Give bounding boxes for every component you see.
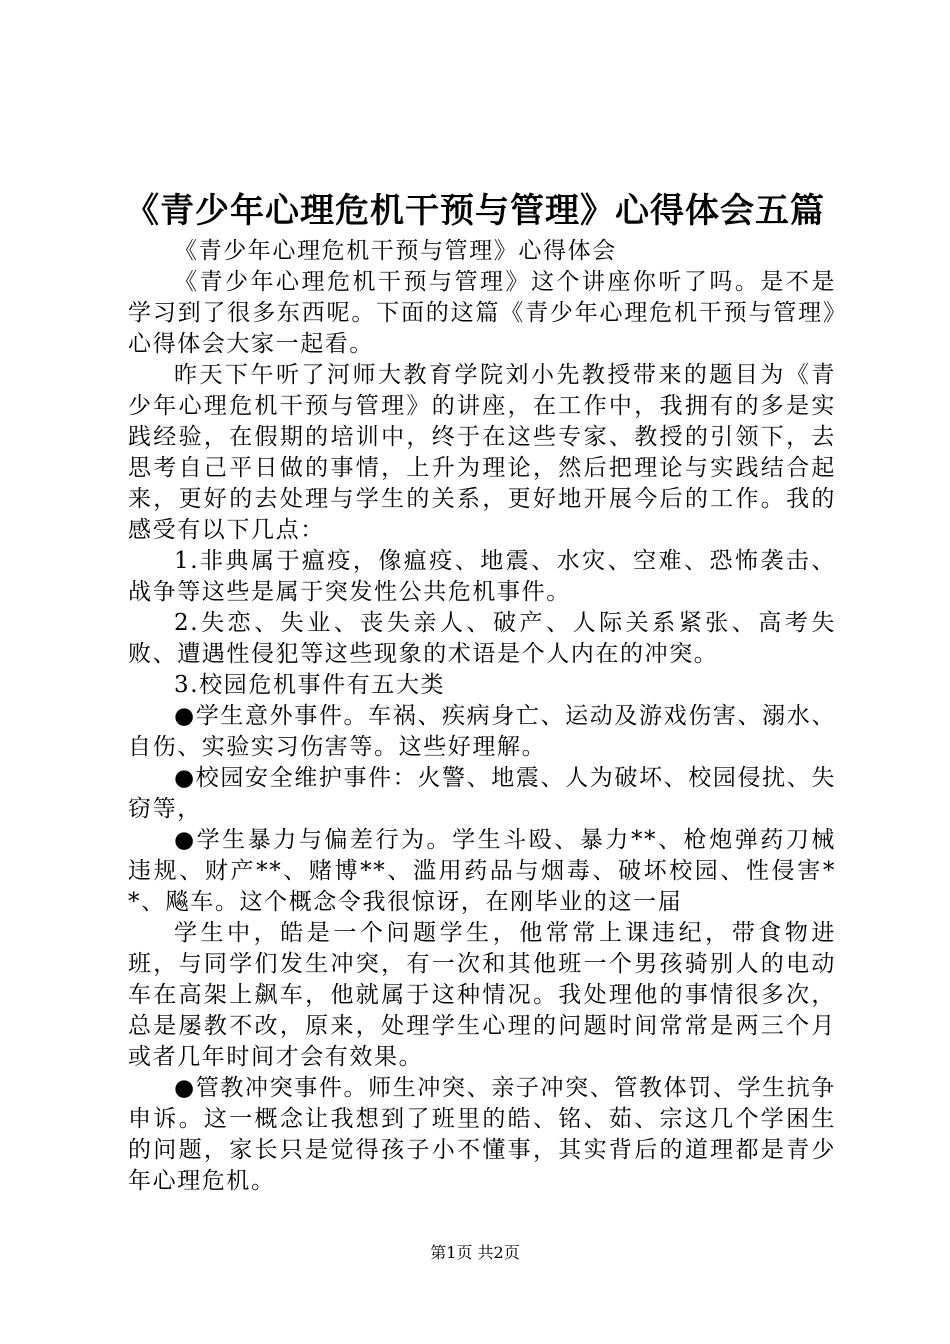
document-body (128, 236, 836, 1197)
paragraph-student-case: 学生中，皓是一个问题学生，他常常上课违纪，带食物进班，与同学们发生冲突，有一次和其他班一个男孩骑别人的电动车在高架上飙车，他就属于这种情况。我处理他的事情很多次，总是屡教不改，原来，处理学生心理的问题时间常常是两三个月或者几年时间才会有效果。 (128, 920, 836, 1070)
paragraph-lecture: 昨天下午听了河师大教育学院刘小先教授带来的题目为《青少年心理危机干预与管理》的讲座，在工作中，我拥有的多是实践经验，在假期的培训中，终于在这些专家、教授的引领下，去思考自己平日做的事情，上升为理论，然后把理论与实践结合起来，更好的去处理与学生的关系，更好地开展今后的工作。我的感受有以下几点： (128, 362, 836, 543)
paragraph-point-3: 3.校园危机事件有五大类 (174, 672, 446, 698)
paragraph-bullet-discipline: ●管教冲突事件。师生冲突、亲子冲突、管教体罚、学生抗争申诉。这一概念让我想到了班里的皓、铭、茹、宗这几个学困生的问题，家长只是觉得孩子小不懂事，其实背后的道理都是青少年心理危机。 (128, 1075, 836, 1194)
page-footer: 第1页 共2页 (430, 1243, 520, 1262)
paragraph-point-1: 1.非典属于瘟疫，像瘟疫、地震、水灾、空难、恐怖袭击、战争等这些是属于突发性公共危机事件。 (128, 548, 836, 605)
paragraph-intro: 《青少年心理危机干预与管理》这个讲座你听了吗。是不是学习到了很多东西呢。下面的这篇《青少年心理危机干预与管理》心得体会大家一起看。 (128, 269, 836, 357)
paragraph-bullet-accidents: ●学生意外事件。车祸、疾病身亡、运动及游戏伤害、溺水、自伤、实验实习伤害等。这些好理解。 (128, 703, 836, 760)
document-title: 《青少年心理危机干预与管理》心得体会五篇 (125, 191, 825, 231)
paragraph-point-2: 2.失恋、失业、丧失亲人、破产、人际关系紧张、高考失败、遭遇性侵犯等这些现象的术语是个人内在的冲突。 (128, 610, 836, 667)
paragraph-bullet-safety: ●校园安全维护事件：火警、地震、人为破坏、校园侵扰、失窃等， (128, 765, 836, 822)
paragraph-subtitle: 《青少年心理危机干预与管理》心得体会 (174, 238, 617, 264)
paragraph-bullet-violence: ●学生暴力与偏差行为。学生斗殴、暴力**、枪炮弹药刀械违规、财产**、赌博**、滥用药品与烟毒、破坏校园、性侵害**、飚车。这个概念令我很惊讶，在刚毕业的这一届 (128, 827, 836, 915)
